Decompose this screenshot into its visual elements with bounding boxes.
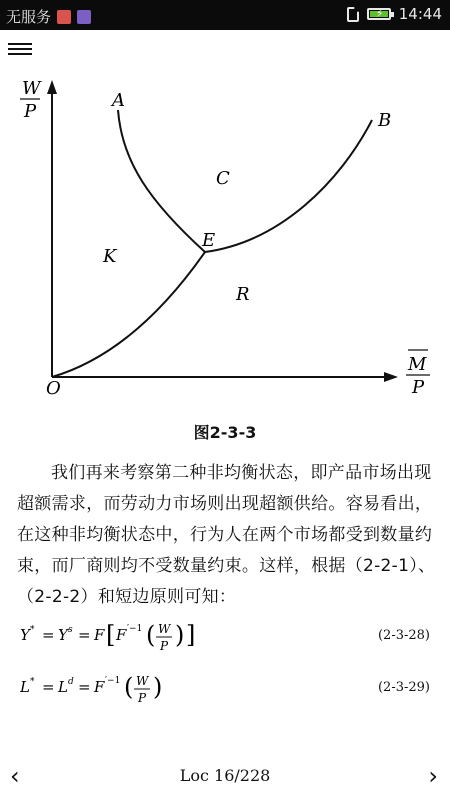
y-axis-arrow xyxy=(47,80,57,94)
svg-text:W: W xyxy=(158,622,171,636)
label-b: B xyxy=(378,110,392,131)
svg-text:F: F xyxy=(94,678,105,696)
y-label-top: W xyxy=(22,78,41,99)
x-axis-arrow xyxy=(384,372,398,382)
svg-text:′−1: ′−1 xyxy=(105,676,121,686)
svg-text:P: P xyxy=(138,691,147,705)
carrier-text: 无服务 xyxy=(6,8,52,26)
notification-gallery-icon xyxy=(77,10,91,24)
sim-icon xyxy=(347,7,359,22)
menu-button[interactable] xyxy=(8,40,32,62)
svg-text:): ) xyxy=(175,621,185,649)
svg-text:*: * xyxy=(30,625,35,635)
x-label-top: M xyxy=(408,354,427,375)
chevron-right-icon[interactable]: › xyxy=(428,762,438,790)
y-label-bottom: P xyxy=(24,101,37,122)
figure-diagram xyxy=(10,72,440,402)
svg-text:=: = xyxy=(78,678,91,696)
svg-text:): ) xyxy=(153,673,163,701)
label-a: A xyxy=(112,90,125,111)
label-c: C xyxy=(216,168,230,189)
svg-text:(: ( xyxy=(146,621,156,649)
clock: 14:44 xyxy=(398,5,442,23)
equation-2-3-28-formula xyxy=(20,618,280,658)
svg-text:=: = xyxy=(78,626,91,644)
svg-text:P: P xyxy=(160,639,169,653)
svg-text:F: F xyxy=(116,626,127,644)
status-bar xyxy=(0,0,450,30)
label-k: K xyxy=(103,246,117,267)
curve-e-to-b xyxy=(205,120,372,252)
svg-text:(: ( xyxy=(124,673,134,701)
svg-text:Y: Y xyxy=(20,626,30,644)
chevron-left-icon[interactable]: ‹ xyxy=(10,762,20,790)
body-paragraph: 我们再来考察第二种非均衡状态，即产品市场出现超额需求，而劳动力市场则出现超额供给。容易看出，在这种非均衡状态中，行为人在两个市场都受到数量约束，而厂商则均不受数量约束。这样，根据（2-2-1）、（2-2-2）和短边原则可知： xyxy=(17,463,436,607)
svg-text:L: L xyxy=(58,678,68,696)
equation-2-3-29 xyxy=(20,670,440,710)
curve-a-to-e xyxy=(118,110,205,252)
svg-text:W: W xyxy=(136,674,149,688)
location-indicator: Loc 16/228 xyxy=(179,766,271,785)
equation-2-3-29-formula xyxy=(20,670,240,710)
svg-text:=: = xyxy=(42,626,55,644)
svg-text:L: L xyxy=(20,678,30,696)
label-r: R xyxy=(236,284,250,305)
x-label-bottom: P xyxy=(412,377,425,398)
svg-text:=: = xyxy=(42,678,55,696)
svg-text:′−1: ′−1 xyxy=(127,624,143,634)
label-e: E xyxy=(202,230,216,251)
svg-text:s: s xyxy=(68,625,73,635)
equation-2-3-28 xyxy=(20,618,440,658)
notification-app-icon xyxy=(57,10,71,24)
svg-text:]: ] xyxy=(186,621,196,649)
curve-o-to-e xyxy=(52,252,205,377)
figure-caption: 图2-3-3 xyxy=(193,423,257,442)
svg-text:*: * xyxy=(30,677,35,687)
origin-label: O xyxy=(46,378,61,399)
svg-text:d: d xyxy=(68,677,74,687)
equation-2-3-29-number: (2-3-29) xyxy=(377,680,430,695)
svg-text:F: F xyxy=(94,626,105,644)
bottom-navigation xyxy=(0,760,450,796)
svg-text:Y: Y xyxy=(58,626,68,644)
svg-text:[: [ xyxy=(106,621,116,649)
equation-2-3-28-number: (2-3-28) xyxy=(377,628,430,643)
battery-icon: ⚡ xyxy=(367,8,391,20)
